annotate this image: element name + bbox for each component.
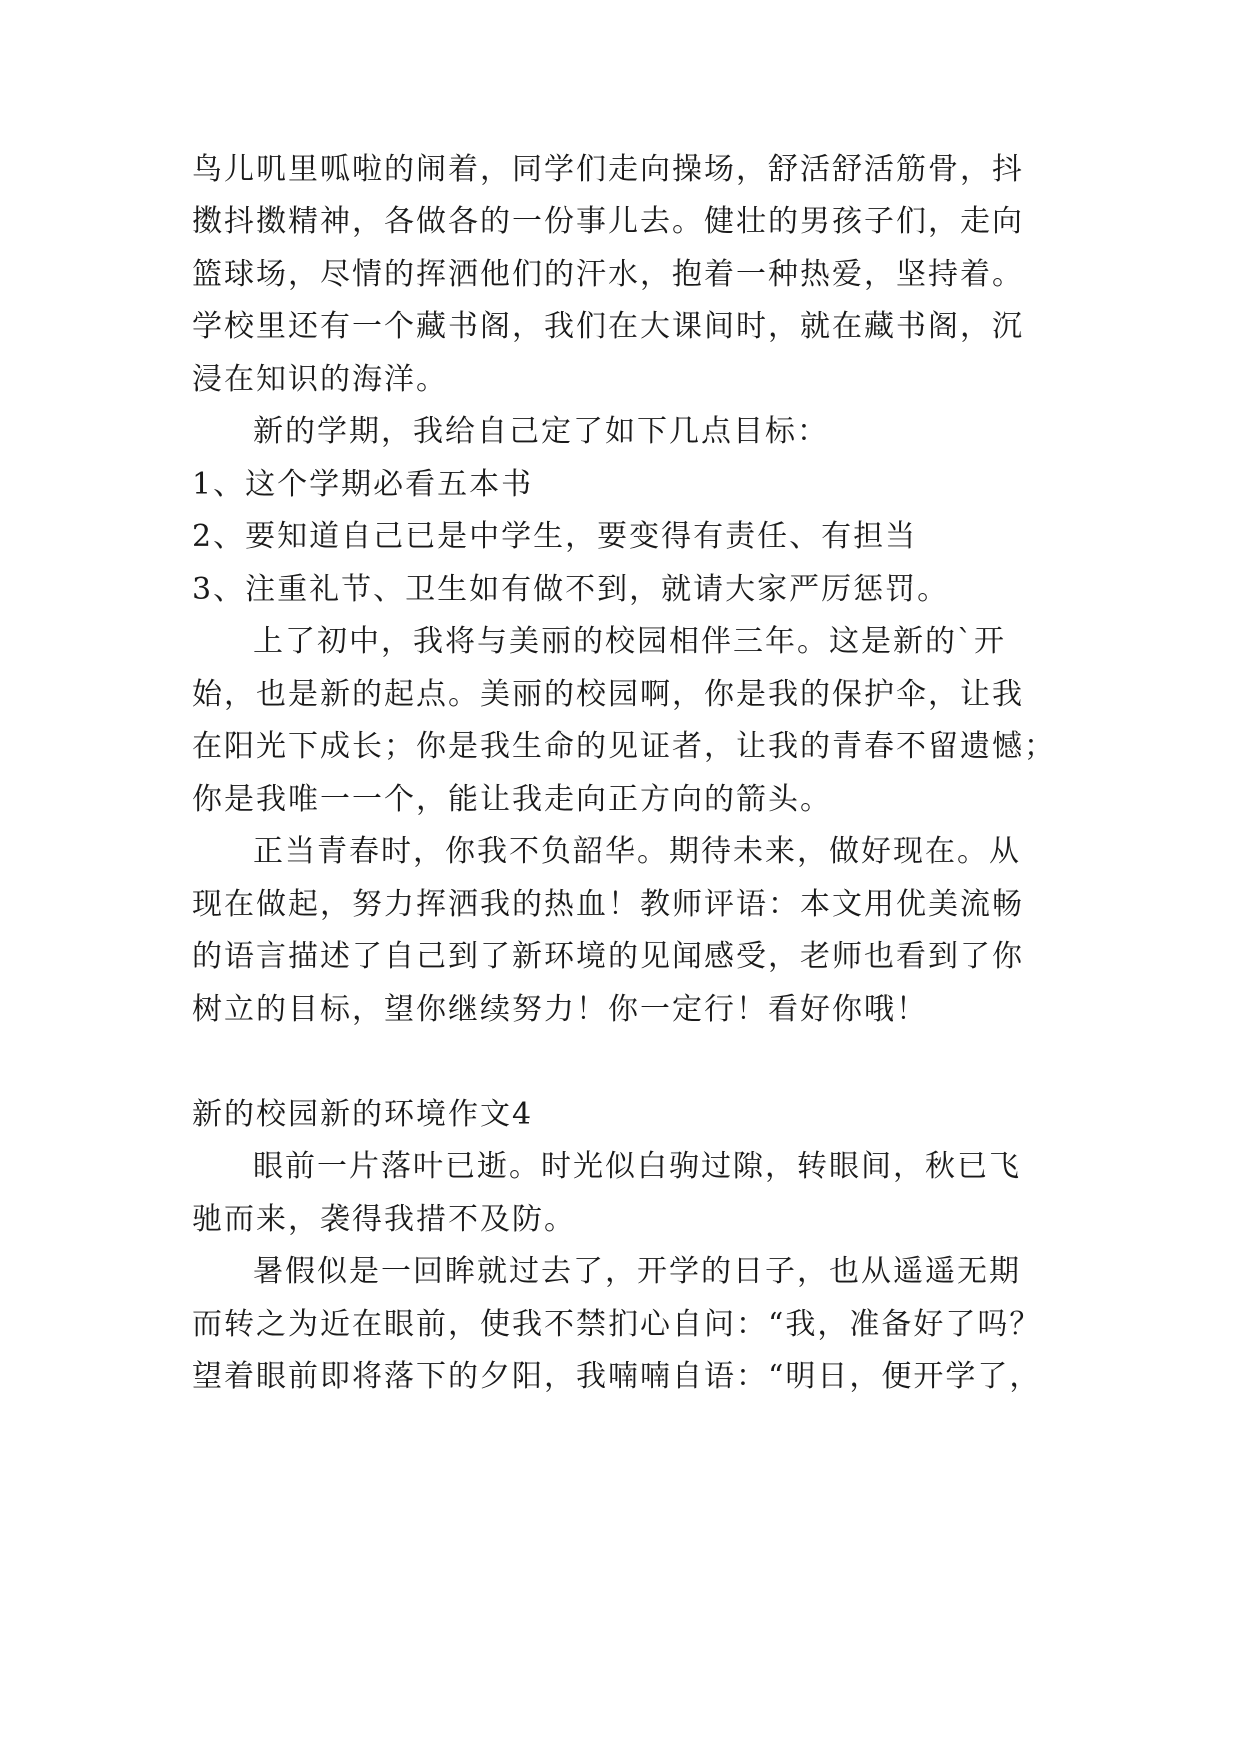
text-line: 鸟儿叽里呱啦的闹着，同学们走向操场，舒活舒活筋骨，抖	[192, 152, 1024, 187]
text-line: 在阳光下成长；你是我生命的见证者，让我的青春不留遗憾；	[192, 729, 1056, 764]
text-line: 篮球场，尽情的挥洒他们的汗水，抱着一种热爱，坚持着。	[192, 257, 1024, 292]
text-line: 学校里还有一个藏书阁，我们在大课间时，就在藏书阁，沉	[192, 309, 1024, 344]
text-line: 树立的目标，望你继续努力！你一定行！看好你哦！	[192, 992, 928, 1027]
text-line: 正当青春时，你我不负韶华。期待未来，做好现在。从	[253, 834, 1021, 869]
text-line: 现在做起，努力挥洒我的热血！教师评语：本文用优美流畅	[192, 887, 1024, 922]
text-line: 始，也是新的起点。美丽的校园啊，你是我的保护伞，让我	[192, 677, 1024, 712]
text-line: 暑假似是一回眸就过去了，开学的日子，也从遥遥无期	[253, 1254, 1021, 1289]
text-line: 驰而来，袭得我措不及防。	[192, 1202, 576, 1237]
text-line: 擞抖擞精神，各做各的一份事儿去。健壮的男孩子们，走向	[192, 204, 1024, 239]
text-line: 眼前一片落叶已逝。时光似白驹过隙，转眼间，秋已飞	[253, 1149, 1021, 1184]
text-line: 望着眼前即将落下的夕阳，我喃喃自语：“明日，便开学了，	[192, 1359, 1042, 1394]
text-line: 上了初中，我将与美丽的校园相伴三年。这是新的`开	[253, 624, 1006, 659]
list-item: 1、这个学期必看五本书	[192, 467, 534, 502]
text-line: 而转之为近在眼前，使我不禁扪心自问：“我，准备好了吗？	[192, 1307, 1042, 1342]
list-item: 2、要知道自己已是中学生，要变得有责任、有担当	[192, 519, 918, 554]
text-line: 的语言描述了自己到了新环境的见闻感受，老师也看到了你	[192, 939, 1024, 974]
list-item: 3、注重礼节、卫生如有做不到，就请大家严厉惩罚。	[192, 572, 950, 607]
section-heading: 新的校园新的环境作文4	[192, 1097, 534, 1132]
text-line: 你是我唯一一个，能让我走向正方向的箭头。	[192, 782, 832, 817]
text-line: 新的学期，我给自己定了如下几点目标：	[253, 414, 829, 449]
text-line: 浸在知识的海洋。	[192, 362, 448, 397]
